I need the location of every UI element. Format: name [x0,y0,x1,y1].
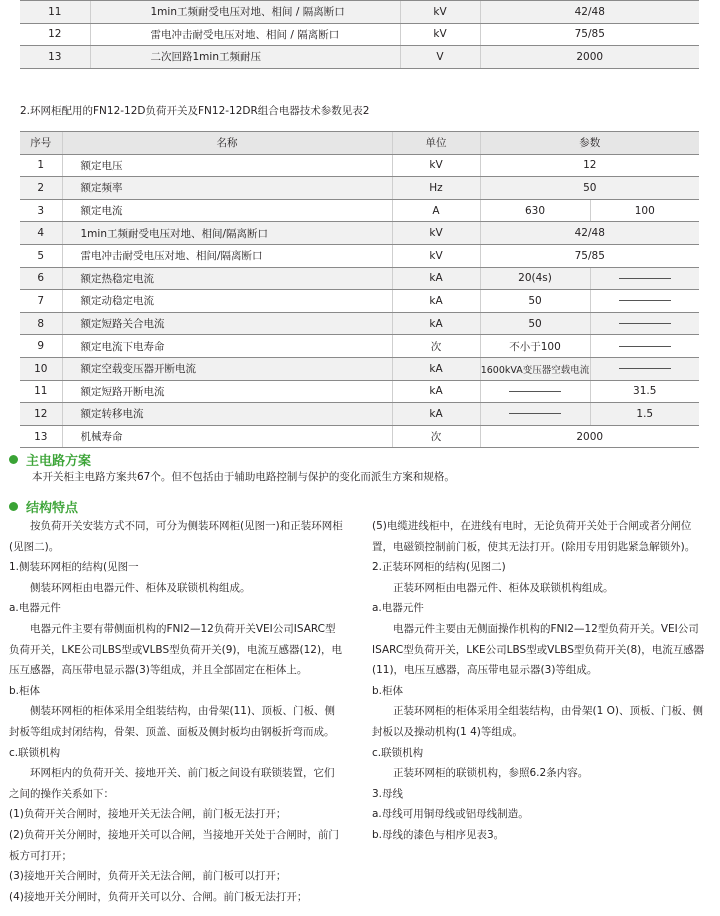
table-row [20,425,699,448]
row-param-a: 1600kVA变压器空载电流 [480,357,590,380]
row-unit: kV [400,23,480,46]
dash-line [619,323,671,324]
section-heading-main-circuit [9,450,91,469]
section-title: 主电路方案 [26,454,92,469]
row-name: 二次回路1min工频耐压 [90,46,400,69]
row-param-a: 不小于100 [480,335,590,358]
header-unit: 单位 [392,132,480,155]
row-name: 额定短路关合电流 [62,312,392,335]
row-param: 50 [480,177,699,200]
row-number: 8 [20,312,62,335]
table-row [20,312,699,335]
subheading: 1.侧装环网柜的结构(见图一 [9,561,139,574]
paragraph: 正装环网柜的柜体采用全组装结构，由骨架(1 O)、顶板、门板、侧封板以及操动机构(1 4)等组成。 [372,705,703,738]
dash-line [619,346,671,347]
subheading: c.联锁机构 [372,746,424,759]
paragraph: 侧装环网柜由电器元件、柜体及联锁机构组成。 [30,581,251,594]
row-name: 雷电冲击耐受电压对地、相间/隔离断口 [62,244,392,267]
table-row [20,267,699,290]
subheading: a.电器元件 [9,602,61,615]
subheading: 3.母线 [372,787,404,800]
paragraph: 正装环网柜的联锁机构，参照6.2条内容。 [393,767,589,780]
table-row [20,154,699,177]
row-param-a: 50 [480,312,590,335]
list-item: b.母线的漆色与相序见表3。 [372,828,505,841]
row-name: 雷电冲击耐受电压对地、相间 / 隔离断口 [90,23,400,46]
spec-table-2 [20,131,699,448]
row-param-a: 50 [480,290,590,313]
row-number: 10 [20,357,62,380]
table-row [20,335,699,358]
row-unit: kV [392,222,480,245]
table-row [20,244,699,267]
row-unit: V [400,46,480,69]
table-row [20,380,699,403]
bullet-icon [9,455,18,464]
row-number: 13 [20,46,90,69]
row-number: 2 [20,177,62,200]
list-item: (2)负荷开关分闸时，接地开关可以合闸，当接地开关处于合闸时，前门板方可打开； [9,828,339,862]
paragraph: 电器元件主要有带侧面机构的FNl2—12负荷开关VEI公司ISARC型负荷开关，LKE公司LBS型或VLBS型负荷开关(9)，电流互感器(12)，电压互感器，高压带电显示器(3)等组成，并且全部固定在柜体上。 [9,622,343,677]
row-param-b [590,357,699,380]
row-number: 11 [20,380,62,403]
row-param: 75/85 [480,23,699,46]
row-param-b: 100 [590,199,699,222]
table-2-caption: 2.环网柜配用的FN12-12D负荷开关及FN12-12DR组合电器技术参数见表2 [20,105,370,117]
row-unit: A [392,199,480,222]
table-row [20,46,699,69]
row-number: 11 [20,1,90,24]
row-number: 13 [20,425,62,448]
row-unit: kA [392,290,480,313]
table-row [20,357,699,380]
row-number: 12 [20,403,62,426]
row-name: 额定空载变压器开断电流 [62,357,392,380]
row-name: 额定频率 [62,177,392,200]
row-name: 1min工频耐受电压对地、相间 / 隔离断口 [90,1,400,24]
row-unit: kA [392,312,480,335]
dash-line [509,413,561,414]
row-unit: kA [392,357,480,380]
left-column [9,516,344,907]
spec-table-1 [20,0,699,69]
row-name: 额定热稳定电流 [62,267,392,290]
row-param: 42/48 [480,1,699,24]
row-number: 9 [20,335,62,358]
list-item: (3)接地开关合闸时，负荷开关无法合闸，前门板可以打开； [9,870,287,883]
row-number: 5 [20,244,62,267]
row-name: 额定电流下电寿命 [62,335,392,358]
row-param-a [480,403,590,426]
row-param-b: 31.5 [590,380,699,403]
row-name: 机械寿命 [62,425,392,448]
subheading: 2.正装环网柜的结构(见图二) [372,561,506,574]
table-header-row [20,132,699,155]
row-param: 12 [480,154,699,177]
row-number: 12 [20,23,90,46]
list-item: a.母线可用铜母线或铝母线制造。 [372,808,529,821]
row-param-b [590,312,699,335]
table-row [20,290,699,313]
table-row [20,1,699,24]
row-param-b: 1.5 [590,403,699,426]
row-param: 42/48 [480,222,699,245]
list-item: (1)负荷开关合闸时，接地开关无法合闸，前门板无法打开； [9,808,287,821]
row-unit: Hz [392,177,480,200]
subheading: b.柜体 [9,684,41,697]
row-param-a [480,380,590,403]
row-unit: 次 [392,425,480,448]
right-column [372,516,707,846]
row-name: 额定动稳定电流 [62,290,392,313]
row-name: 额定电流 [62,199,392,222]
row-unit: kA [392,267,480,290]
dash-line [509,391,561,392]
row-param: 75/85 [480,244,699,267]
header-no: 序号 [20,132,62,155]
row-unit: kV [392,244,480,267]
header-name: 名称 [62,132,392,155]
table-row [20,23,699,46]
section-heading-structure [9,497,78,516]
row-number: 3 [20,199,62,222]
row-name: 1min工频耐受电压对地、相间/隔离断口 [62,222,392,245]
row-number: 1 [20,154,62,177]
row-number: 7 [20,290,62,313]
row-unit: kV [400,1,480,24]
row-name: 额定转移电流 [62,403,392,426]
row-unit: kV [392,154,480,177]
table-row [20,403,699,426]
table-row [20,199,699,222]
row-number: 6 [20,267,62,290]
bullet-icon [9,502,18,511]
list-item: (5)电缆进线柜中，在进线有电时，无论负荷开关处于合闸或者分闸位置，电磁锁控制前门板，使其无法打开。(除用专用钥匙紧急解锁外)。 [372,520,696,553]
header-param: 参数 [480,132,699,155]
row-name: 额定电压 [62,154,392,177]
row-param-b [590,267,699,290]
row-param-a: 20(4s) [480,267,590,290]
table-row [20,177,699,200]
section-title: 结构特点 [26,501,79,516]
dash-line [619,368,671,369]
row-param-b [590,290,699,313]
paragraph: 环网柜内的负荷开关、接地开关、前门板之间设有联锁装置，它们之间的操作关系如下： [9,767,335,800]
paragraph: 正装环网柜由电器元件、柜体及联锁机构组成。 [393,581,614,594]
paragraph: 侧装环网柜的柜体采用全组装结构，由骨架(11)、顶板、门板、侧封板等组成封闭结构，骨架、顶盖、面板及侧封板均由钢板折弯而成。 [9,705,336,738]
row-param: 2000 [480,425,699,448]
paragraph: 按负荷开关安装方式不同，可分为侧装环网柜(见图一)和正装环网柜(见图二)。 [9,520,343,553]
list-item: (4)接地开关分闸时，负荷开关可以分、合闸。前门板无法打开； [9,890,308,903]
row-param-b [590,335,699,358]
table-row [20,222,699,245]
row-param-a: 630 [480,199,590,222]
dash-line [619,278,671,279]
subheading: b.柜体 [372,684,404,697]
dash-line [619,300,671,301]
row-param: 2000 [480,46,699,69]
row-unit: 次 [392,335,480,358]
row-unit: kA [392,403,480,426]
subheading: c.联锁机构 [9,746,61,759]
row-name: 额定短路开断电流 [62,380,392,403]
subheading: a.电器元件 [372,602,424,615]
section-text: 本开关柜主电路方案共67个。但不包括由于辅助电路控制与保护的变化而派生方案和规格。 [32,471,455,483]
row-number: 4 [20,222,62,245]
paragraph: 电器元件主要由无侧面操作机构的FNl2—12型负荷开关。VEI公司ISARC型负荷开关，LKE公司LBS型或VLBS型负荷开关(8)，电流互感器(11)，电压互感器，高压带电显示器(3)等组成。 [372,622,705,677]
row-unit: kA [392,380,480,403]
